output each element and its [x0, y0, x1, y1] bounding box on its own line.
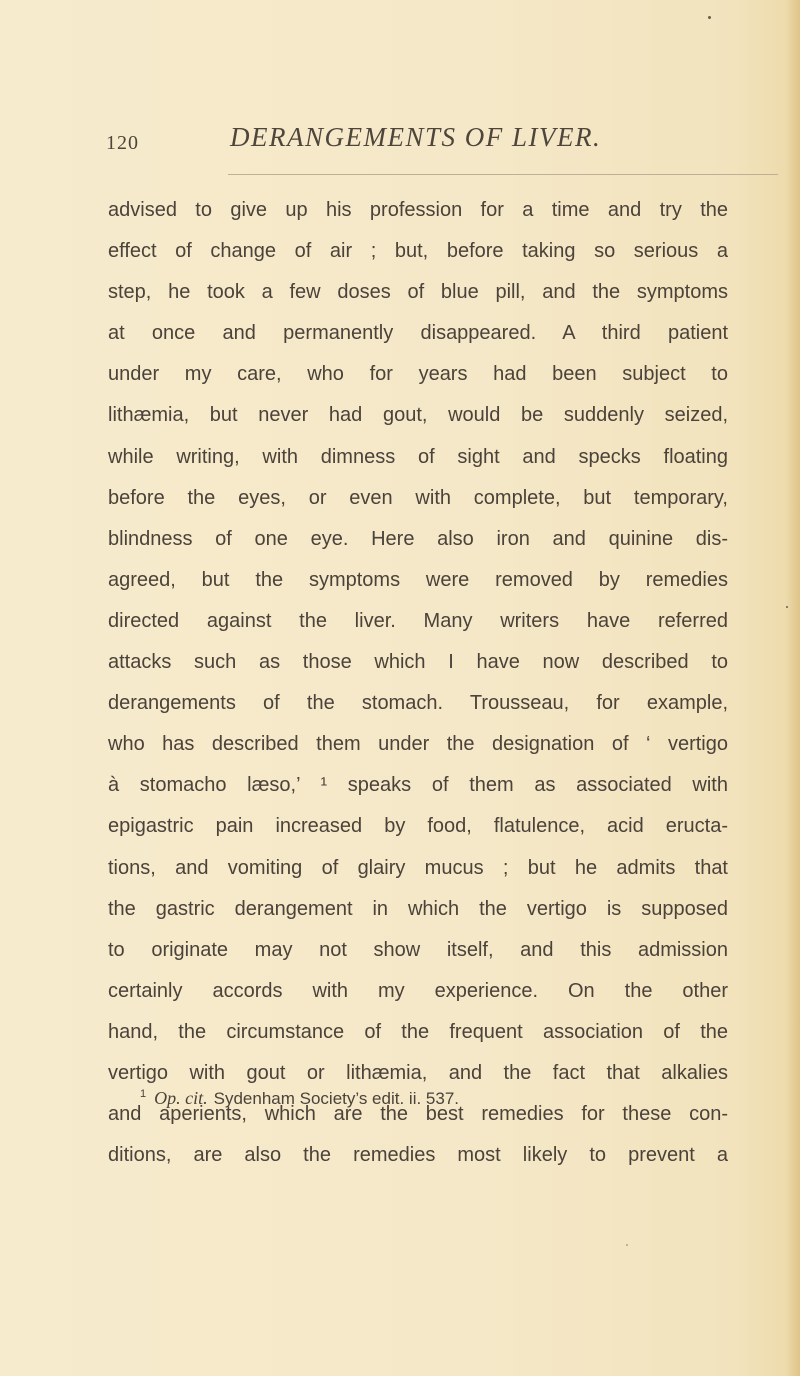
text-line: lithæmia, but never had gout, would be suddenly seized,	[108, 404, 728, 427]
text-line: to originate may not show itself, and this admission	[108, 938, 728, 961]
footnote-citation: Op. cit.	[154, 1088, 208, 1108]
header-rule	[228, 174, 778, 175]
text-line: before the eyes, or even with complete, but temporary,	[108, 486, 728, 509]
text-line: hand, the circumstance of the frequent association of the	[108, 1020, 728, 1043]
text-line: directed against the liver. Many writers have referred	[108, 609, 728, 632]
text-line: derangements of the stomach. Trousseau, for example,	[108, 692, 728, 715]
text-line: the gastric derangement in which the vertigo is supposed	[108, 897, 728, 920]
text-line: blindness of one eye. Here also iron and quinine dis-	[108, 527, 728, 550]
text-line: under my care, who for years had been subject to	[108, 363, 728, 386]
page-header	[106, 122, 746, 162]
footnote-text: Sydenham Society’s edit. ii. 537.	[213, 1089, 460, 1108]
text-line: certainly accords with my experience. On the other	[108, 979, 728, 1002]
page-number: 120	[106, 132, 139, 154]
text-line: à stomacho læso,’ ¹ speaks of them as associated with	[108, 774, 728, 797]
text-line: advised to give up his profession for a time and try the	[108, 199, 728, 221]
text-line: ditions, are also the remedies most likely to prevent a	[108, 1144, 728, 1167]
text-line: and aperients, which are the best remedies for these con-	[108, 1103, 728, 1126]
paper-speck	[708, 16, 711, 19]
text-line: who has described them under the designation of ‘ vertigo	[108, 733, 728, 756]
text-line: agreed, but the symptoms were removed by remedies	[108, 568, 728, 591]
footnote	[140, 1088, 459, 1109]
footnote-marker: 1	[140, 1088, 147, 1101]
text-line: at once and permanently disappeared. A third patient	[108, 322, 728, 345]
paper-speck	[626, 1244, 628, 1246]
body-text	[108, 190, 728, 1176]
text-line: while writing, with dimness of sight and specks floating	[108, 445, 728, 468]
text-line: attacks such as those which I have now described to	[108, 651, 728, 674]
text-line: vertigo with gout or lithæmia, and the fact that alkalies	[108, 1061, 728, 1084]
text-line: tions, and vomiting of glairy mucus ; but he admits that	[108, 856, 728, 879]
running-head: DERANGEMENTS OF LIVER.	[230, 122, 602, 152]
page-edge-shadow	[786, 0, 800, 1376]
paper-speck	[786, 606, 788, 608]
text-line: step, he took a few doses of blue pill, and the symptoms	[108, 281, 728, 304]
text-line: effect of change of air ; but, before taking so serious a	[108, 240, 728, 263]
text-line: epigastric pain increased by food, flatulence, acid eructa-	[108, 815, 728, 838]
